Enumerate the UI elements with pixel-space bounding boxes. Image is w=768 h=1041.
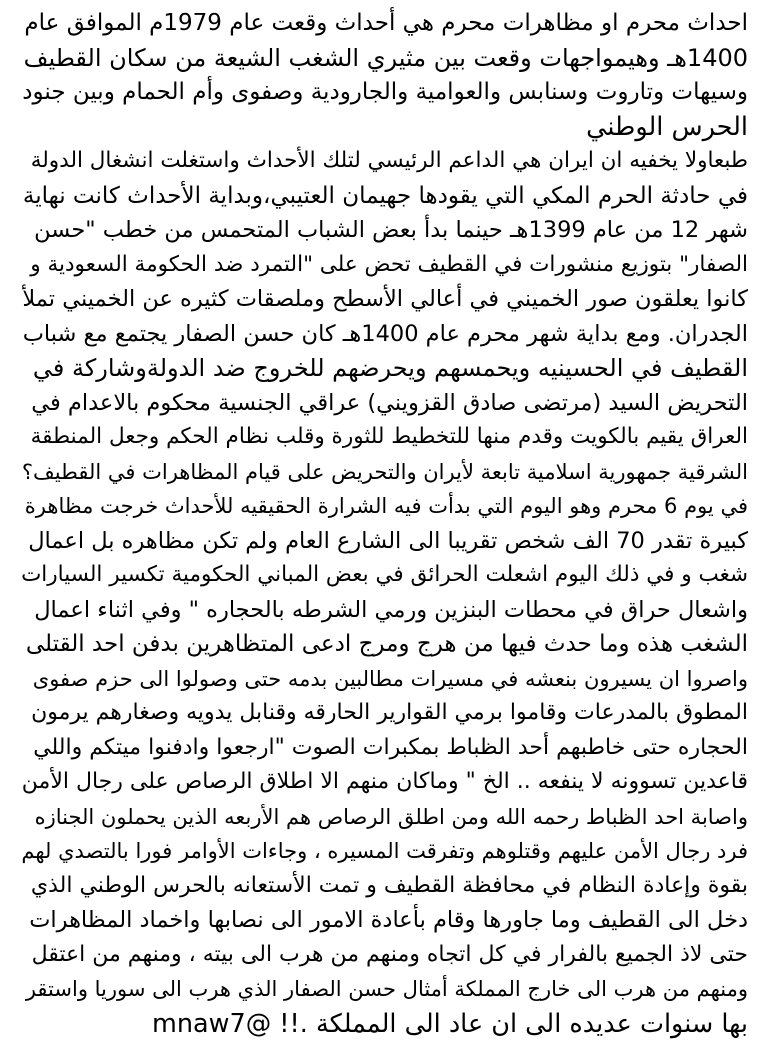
- text-line: كبيرة تقدر 70 الف شخص تقريبا الى الشارع العام ولم تكن مظاهره بل اعمال: [20, 524, 748, 559]
- text-line: بها سنوات عديده الى ان عاد الى المملكة .!! @mnaw7: [20, 1007, 748, 1041]
- text-line: وسيهات وتاروت وسنابس والعوامية والجارودية وصفوى وأم الحمام وبين جنود: [20, 75, 748, 110]
- text-line: العراق يقيم بالكويت وقدم منها للتخطيط للثورة وقلب نظام الحكم وجعل المنطقة: [20, 420, 748, 455]
- text-line: الصفار" بتوزيع منشورات في القطيف تحض على "التمرد ضد الحكومة السعودية و: [20, 248, 748, 283]
- text-line: كانوا يعلقون صور الخميني في أعالي الأسطح وملصقات كثيره عن الخميني تملأ: [20, 282, 748, 317]
- text-line: فرد رجال الأمن عليهم وقتلوهم وتفرقت المسيره ، وجاءات الأوامر فورا بالتصدي لهم: [20, 834, 748, 869]
- text-line: 1400هـ وهيمواجهات وقعت بين مثيري الشغب الشيعة من سكان القطيف: [20, 41, 748, 76]
- text-line: شهر 12 من عام 1399هـ حينما بدأ بعض الشباب المتحمس من خطب "حسن: [20, 213, 748, 248]
- text-line: واصروا ان يسيرون بنعشه في مسيرات مطالبين بدمه حتى وصولوا الى حزم صفوى: [20, 662, 748, 697]
- text-line: واصابة احد الظباط رحمه الله ومن اطلق الرصاص هم الأربعه الذين يحملون الجنازه: [20, 800, 748, 835]
- text-line: الجدران. ومع بداية شهر محرم عام 1400هـ كان حسن الصفار يجتمع مع شباب: [20, 317, 748, 352]
- text-line: حتى لاذ الجميع بالفرار في كل اتجاه ومنهم من هرب الى بيته ، ومنهم من اعتقل: [20, 938, 748, 973]
- text-line: احداث محرم او مظاهرات محرم هي أحداث وقعت عام 1979م الموافق عام: [20, 6, 748, 41]
- text-line: الشغب هذه وما حدث فيها من هرج ومرج ادعى المتظاهرين بدفن احد القتلى: [20, 627, 748, 662]
- article-text: [20, 6, 748, 1041]
- text-line: القطيف في الحسينيه ويحمسهم ويحرضهم للخروج ضد الدولةوشاركة في: [20, 351, 748, 386]
- text-line: في حادثة الحرم المكي التي يقودها جهيمان العتيبي،وبداية الأحداث كانت نهاية: [20, 179, 748, 214]
- text-line: المطوق بالمدرعات وقاموا برمي القوارير الحارقه وقنابل يدويه وصغارهم يرمون: [20, 696, 748, 731]
- text-line: قاعدين تسوونه لا ينفعه .. الخ " وماكان منهم الا اطلاق الرصاص على رجال الأمن: [20, 765, 748, 800]
- text-line: دخل الى القطيف وما جاورها وقام بأعادة الامور الى نصابها واخماد المظاهرات: [20, 903, 748, 938]
- text-line: الحجاره حتى خاطبهم أحد الظباط بمكبرات الصوت "ارجعوا وادفنوا ميتكم واللي: [20, 731, 748, 766]
- text-line: ومنهم من هرب الى خارج المملكة أمثال حسن الصفار الذي هرب الى سوريا واستقر: [20, 972, 748, 1007]
- text-line: واشعال حراق في محطات البنزين ورمي الشرطه بالحجاره " وفي اثناء اعمال: [20, 593, 748, 628]
- text-line: شغب و في ذلك اليوم اشعلت الحرائق في بعض المباني الحكومية تكسير السيارات: [20, 558, 748, 593]
- text-line: الحرس الوطني: [20, 110, 748, 145]
- text-line: الشرقية جمهورية اسلامية تابعة لأيران والتحريض على قيام المظاهرات في القطيف؟: [20, 455, 748, 490]
- text-line: طبعاولا يخفيه ان ايران هي الداعم الرئيسي لتلك الأحداث واستغلت انشغال الدولة: [20, 144, 748, 179]
- text-line: بقوة وإعادة النظام في محافظة القطيف و تمت الأستعانه بالحرس الوطني الذي: [20, 869, 748, 904]
- text-line: التحريض السيد (مرتضى صادق القزويني) عراقي الجنسية محكوم بالاعدام في: [20, 386, 748, 421]
- text-line: في يوم 6 محرم وهو اليوم التي بدأت فيه الشرارة الحقيقيه للأحداث خرجت مظاهرة: [20, 489, 748, 524]
